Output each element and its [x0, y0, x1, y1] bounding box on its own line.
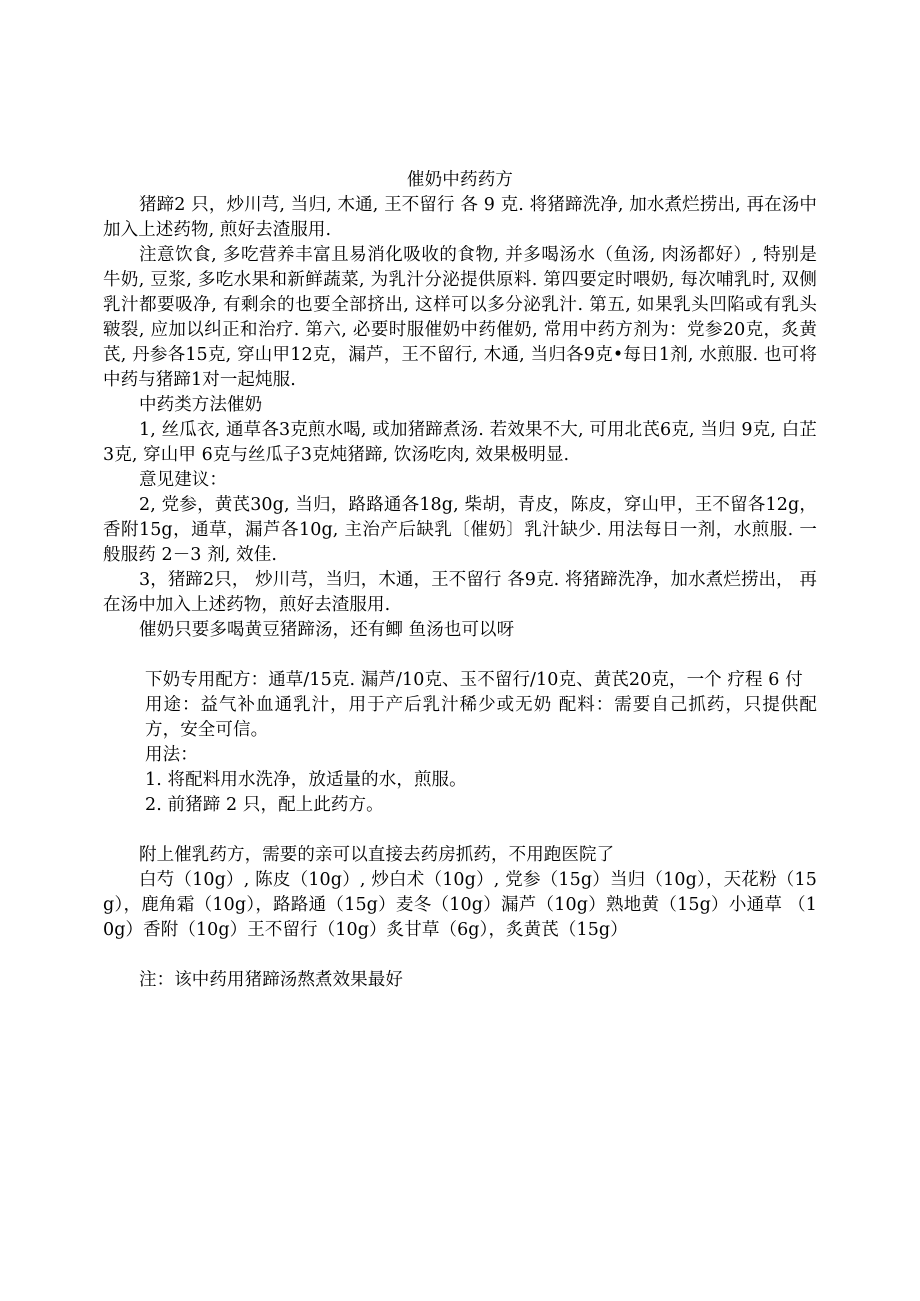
paragraph-formula-purpose: 下奶专用配方：通草/15克. 漏芦/10克、玉不留行/10克、黄芪20克，一个 疗程 6 付	[145, 670, 803, 690]
heading-suggestions: 意见建议：	[139, 470, 227, 490]
paragraph-usage-detail: 2. 前猪蹄 2 只，配上此药方。	[145, 795, 384, 815]
usage-step-1: 用法：	[145, 745, 198, 765]
paragraph-recipe-3: 3，猪蹄2只， 炒川芎，当归，木通，王不留行 各9克. 将猪蹄洗净，加水煮烂捞出， 再在汤中加入上述药物，煎好去渣服用.	[103, 570, 818, 615]
usage-step-2: 1. 将配料用水洗净，放适量的水，煎服。	[145, 770, 467, 790]
blank-line-separator-3	[103, 943, 817, 968]
blank-line-separator-2	[103, 818, 817, 843]
heading-tcm-methods: 中药类方法催奶	[139, 395, 263, 415]
paragraph-recipe-2: 2, 党参，黄芪30g, 当归，路路通各18g, 柴胡，青皮，陈皮，穿山甲，王不留各12g，香附15g，通草，漏芦各10g, 主治产后缺乳〔催奶〕乳汁缺少. 用法每日一剂，水煎服. 一般服药 2－3 剂, 效佳.	[103, 495, 817, 565]
paragraph-herb-list: 附上催乳药方，需要的亲可以直接去药房抓药，不用跑医院了	[139, 845, 615, 865]
paragraph-tofu-remedy: 注：该中药用猪蹄汤熬煮效果最好	[139, 970, 403, 990]
paragraph-prescription-1: 猪蹄2 只，炒川芎, 当归, 木通, 王不留行 各 9 克. 将猪蹄洗净, 加水煮烂捞出, 再在汤中加入上述药物, 煎好去渣服用.	[103, 195, 817, 240]
heading-usage: 用途：益气补血通乳汁，用于产后乳汁稀少或无奶 配料：需要自己抓药，只提供配方，安全可信。	[145, 695, 817, 740]
paragraph-note: 白芍（10g）, 陈皮（10g）, 炒白术（10g）, 党参（15g）当归（10g），天花粉（15g），鹿角霜（10g），路路通（15g）麦冬（10g）漏芦（10g）熟地黄（15g）小通草 （10g）香附（10g）王不留行（10g）炙甘草（6g），炙黄芪（15g）	[103, 870, 817, 940]
page-title: 催奶中药药方	[406, 170, 514, 190]
blank-line-separator-1	[103, 643, 817, 668]
document-body	[103, 168, 817, 993]
paragraph-diet-advice: 注意饮食, 多吃营养丰富且易消化吸收的食物, 并多喝汤水（鱼汤, 肉汤都好）, 特别是牛奶, 豆浆, 多吃水果和新鲜蔬菜, 为乳汁分泌提供原料. 第四要定时喂奶, 每次哺乳时, 双侧乳汁都要吸净, 有剩余的也要全部挤出, 这样可以多分泌乳汁. 第五, 如果乳头凹陷或有乳头皲裂, 应加以纠正和治疗. 第六, 必要时服催奶中药催奶, 常用中药方剂为：党参20克，炙黄芪, 丹参各15克, 穿山甲12克，漏芦，王不留行, 木通, 当归各9克•每日1剂, 水煎服. 也可将中药与猪蹄1对一起炖服.	[103, 245, 817, 390]
paragraph-recipe-1: 1, 丝瓜衣, 通草各3克煎水喝, 或加猪蹄煮汤. 若效果不大, 可用北芪6克, 当归 9克, 白芷3克, 穿山甲 6克与丝瓜子3克炖猪蹄, 饮汤吃肉, 效果极明显.	[103, 420, 817, 465]
paragraph-soup-tip: 催奶只要多喝黄豆猪蹄汤，还有鲫 鱼汤也可以呀	[139, 620, 515, 640]
